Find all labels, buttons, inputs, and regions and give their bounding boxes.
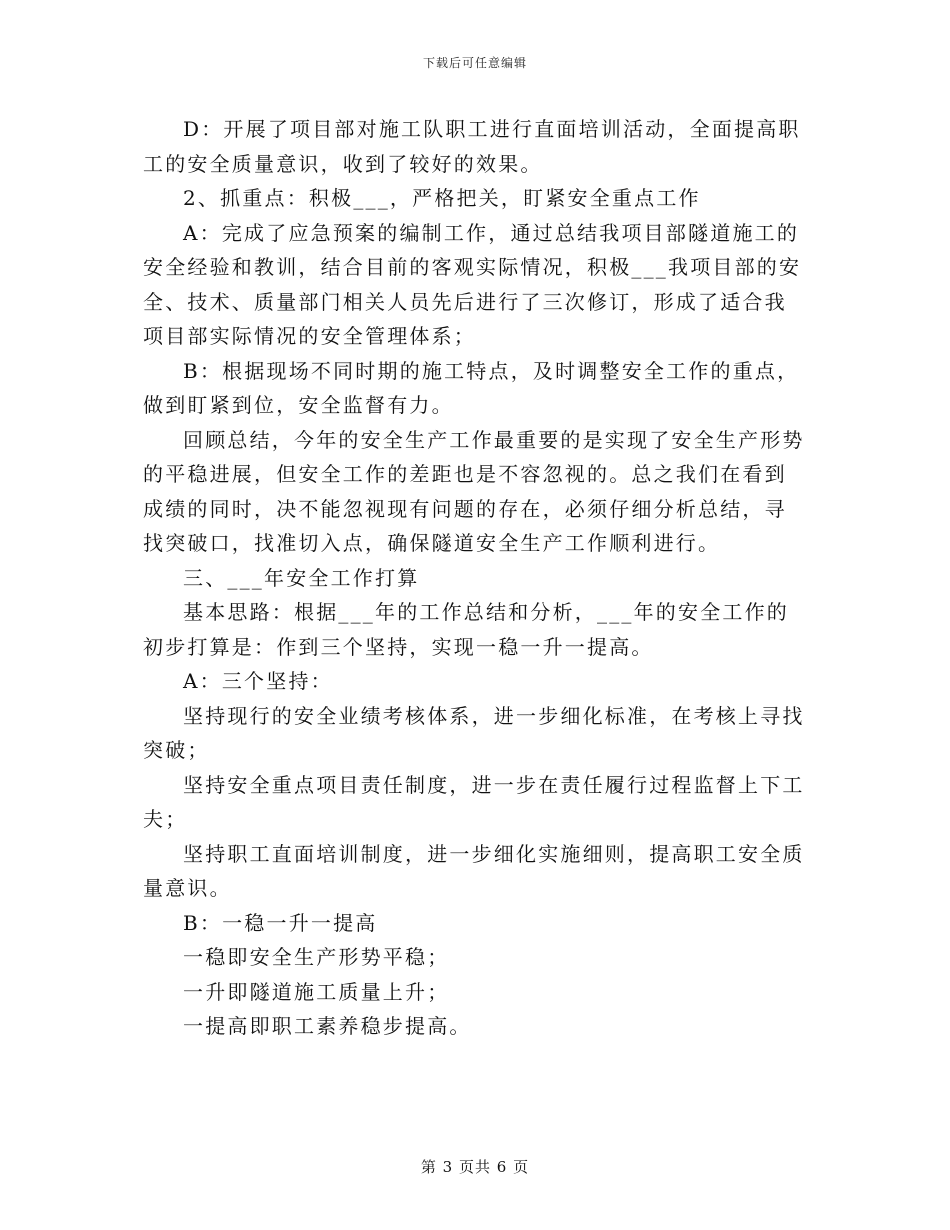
paragraph: B：根据现场不同时期的施工特点，及时调整安全工作的重点，做到盯紧到位，安全监督有力。 — [143, 358, 800, 417]
page-header: 下载后可任意编辑 — [422, 56, 527, 70]
paragraph: 2、抓重点：积极___，严格把关，盯紧安全重点工作 — [183, 186, 701, 210]
paragraph: 一升即隧道施工质量上升； — [183, 979, 450, 1004]
paragraph: A：三个坚持： — [183, 669, 333, 693]
paragraph: 一稳即安全生产形势平稳； — [183, 945, 450, 969]
paragraph: 坚持职工直面培训制度，进一步细化实施细则，提高职工安全质量意识。 — [143, 841, 805, 900]
paragraph: B：一稳一升一提高 — [183, 910, 378, 935]
paragraph: 一提高即职工素养稳步提高。 — [183, 1014, 472, 1038]
section-heading: 三、___年安全工作打算 — [183, 565, 420, 590]
page-number: 第 3 页共 6 页 — [420, 1158, 530, 1176]
document-body — [143, 112, 808, 1044]
paragraph: 回顾总结，今年的安全生产工作最重要的是实现了安全生产形势的平稳进展，但安全工作的差距也是不容忽视的。总之我们在看到成绩的同时，决不能忽视现有问题的存在，必须仔细分析总结，寻找突破口，找准切入点，确保隧道安全生产工作顺利进行。 — [143, 427, 805, 555]
paragraph: 坚持现行的安全业绩考核体系，进一步细化标准，在考核上寻找突破； — [143, 703, 805, 762]
paragraph: 坚持安全重点项目责任制度，进一步在责任履行过程监督上下工夫； — [143, 772, 805, 831]
paragraph: A：完成了应急预案的编制工作，通过总结我项目部隧道施工的安全经验和教训，结合目前的客观实际情况，积极___我项目部的安全、技术、质量部门相关人员先后进行了三次修订，形成了适合我项目部实际情况的安全管理体系； — [143, 220, 802, 348]
paragraph: D：开展了项目部对施工队职工进行直面培训活动，全面提高职工的安全质量意识，收到了较好的效果。 — [143, 117, 801, 176]
paragraph: 基本思路：根据___年的工作总结和分析，___年的安全工作的初步打算是：作到三个坚持，实现一稳一升一提高。 — [143, 600, 789, 659]
